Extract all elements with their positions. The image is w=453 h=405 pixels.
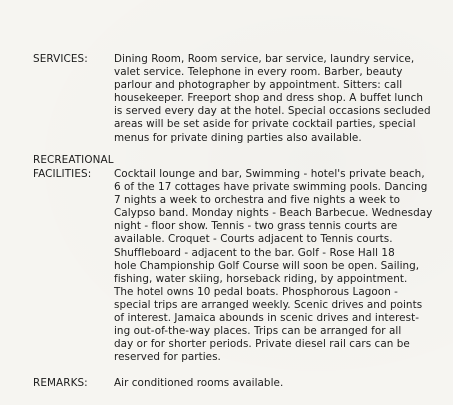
recreational-label: RECREATIONAL xyxy=(33,154,114,166)
recreational-line: available. Croquet - Courts adjacent to Tennis courts. xyxy=(114,233,393,246)
remarks-line: Air conditioned rooms available. xyxy=(114,377,284,389)
facilities-label: FACILITIES: xyxy=(33,168,92,180)
recreational-line: ing out-of-the-way places. Trips can be arranged for all xyxy=(114,325,402,338)
recreational-line: day or for shorter periods. Private diesel rail cars can be xyxy=(114,338,410,351)
services-line: menus for private dining parties also available. xyxy=(114,131,362,144)
services-line: areas will be set aside for private cocktail parties, special xyxy=(114,118,416,131)
recreational-line: fishing, water skiing, horseback riding, by appointment. xyxy=(114,272,408,285)
recreational-line: Cocktail lounge and bar, Swimming - hotel's private beach, xyxy=(114,168,425,180)
services-label: SERVICES: xyxy=(33,53,88,65)
services-line: valet service. Telephone in every room. Barber, beauty xyxy=(114,66,403,79)
recreational-line: night - floor show. Tennis - two grass tennis courts are xyxy=(114,220,398,233)
services-line: parlour and photographer by appointment. Sitters: call xyxy=(114,79,403,92)
services-text xyxy=(114,53,432,145)
recreational-line: 6 of the 17 cottages have private swimming pools. Dancing xyxy=(114,181,428,194)
recreational-line: of interest. Jamaica abounds in scenic drives and interest- xyxy=(114,312,419,325)
services-line: Dining Room, Room service, bar service, laundry service, xyxy=(114,53,415,65)
services-line: housekeeper. Freeport shop and dress shop. A buffet lunch xyxy=(114,92,424,105)
recreational-line: Shuffleboard - adjacent to the bar. Golf - Rose Hall 18 xyxy=(114,246,395,259)
services-line: is served every day at the hotel. Special occasions secluded xyxy=(114,105,431,118)
recreational-text xyxy=(114,168,432,364)
recreational-line: Calypso band. Monday nights - Beach Barbecue. Wednesday xyxy=(114,207,433,220)
recreational-line: hole Championship Golf Course will soon be open. Sailing, xyxy=(114,259,420,272)
recreational-line: 7 nights a week to orchestra and five nights a week to xyxy=(114,194,400,207)
recreational-line: special trips are arranged weekly. Scenic drives and points xyxy=(114,298,423,311)
recreational-line: The hotel owns 10 pedal boats. Phosphorous Lagoon - xyxy=(114,285,398,298)
remarks-label: REMARKS: xyxy=(33,377,88,389)
remarks-text xyxy=(114,377,432,390)
recreational-line: reserved for parties. xyxy=(114,351,221,364)
